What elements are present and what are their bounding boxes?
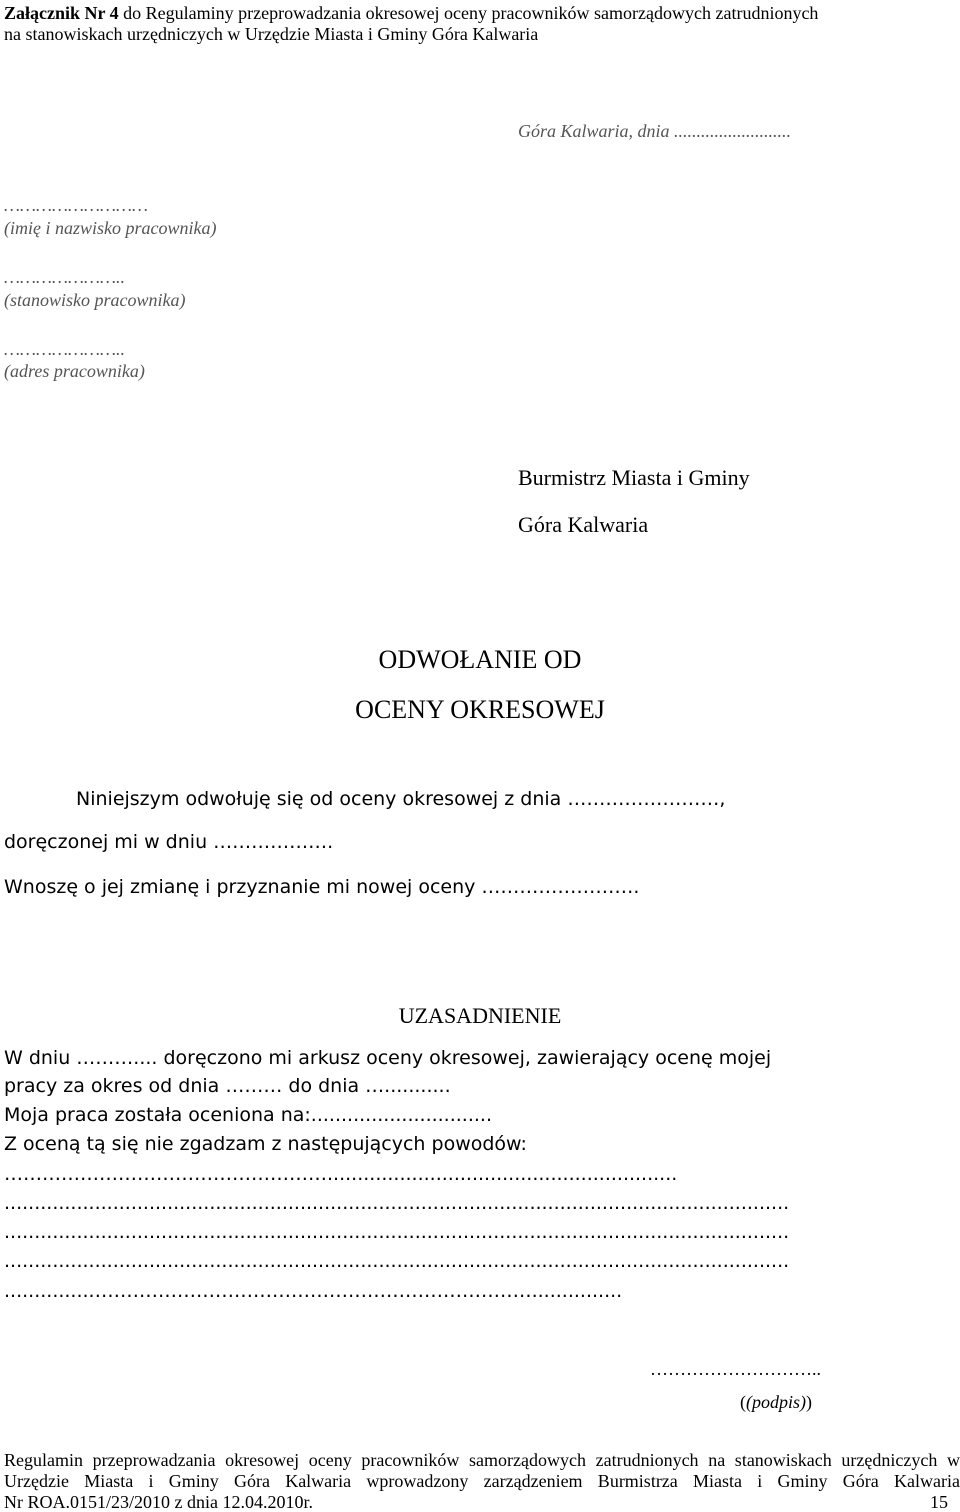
request-paragraph: Wnoszę o jej zmianę i przyznanie mi nowej oceny …………………….: [4, 876, 640, 898]
footer-line3: Nr ROA.0151/23/2010 z dnia 12.04.2010r.: [4, 1492, 313, 1512]
justification-line1: W dniu ……….... doręczono mi arkusz oceny okresowej, zawierający ocenę mojej: [4, 1047, 772, 1069]
addressee-line2: Góra Kalwaria: [518, 512, 649, 537]
employee-name-label: (imię i nazwisko pracownika): [4, 218, 217, 238]
employee-name-dots: ………………………: [4, 195, 149, 215]
header-title-rest: do Regulaminy przeprowadzania okresowej oceny pracowników samorządowych zatrudnionych: [118, 3, 819, 23]
signature-label: ((podpis)): [740, 1392, 812, 1412]
appeal-paragraph-line2: doręczonej mi w dniu ……………….: [4, 831, 334, 853]
page-number: 15: [930, 1492, 948, 1512]
justification-line3: Moja praca została oceniona na:..............................: [4, 1104, 492, 1126]
signature-label-text: (podpis): [746, 1392, 806, 1412]
justification-line2: pracy za okres od dnia ……… do dnia …...........: [4, 1075, 451, 1097]
reasons-blank-line: ..................................................................................................................................: [4, 1194, 790, 1213]
reasons-blank-line: ……………………………………………..........................................................: [4, 1165, 678, 1184]
addressee-line1: Burmistrz Miasta i Gminy: [518, 465, 750, 490]
reasons-blank-line: ..................................................................................................................................: [4, 1223, 790, 1242]
employee-address-label: (adres pracownika): [4, 361, 145, 381]
document-header-line2: na stanowiskach urzędniczych w Urzędzie Miasta i Gminy Góra Kalwaria: [4, 24, 539, 44]
document-title-line2: OCENY OKRESOWEJ: [355, 695, 605, 724]
document-header-line1: [4, 4, 818, 22]
place-date: Góra Kalwaria, dnia ..........................: [518, 121, 792, 141]
footer-line1: Regulamin przeprowadzania okresowej oceny pracowników samorządowych zatrudnionych na stanowiskach urzędniczych w: [4, 1450, 960, 1470]
reasons-blank-line: ..................................................................................................................................: [4, 1252, 790, 1271]
justification-line4: Z oceną tą się nie zgadzam z następujących powodów:: [4, 1133, 527, 1155]
attachment-label: Załącznik Nr 4: [4, 3, 119, 23]
appeal-paragraph-line1: Niniejszym odwołuję się od oceny okresowej z dnia ……………………,: [76, 788, 726, 810]
employee-position-dots: …………………..: [4, 267, 126, 287]
signature-dots: ………………………..: [650, 1359, 821, 1379]
footer-line2: Urzędzie Miasta i Gminy Góra Kalwaria wprowadzony zarządzeniem Burmistrza Miasta i Gminy Góra Kalwaria: [4, 1471, 960, 1491]
employee-position-label: (stanowisko pracownika): [4, 290, 186, 310]
reasons-blank-line: ...............……………………………………………………………...............: [4, 1282, 623, 1301]
justification-heading: UZASADNIENIE: [398, 1003, 562, 1028]
employee-address-dots: …………………..: [4, 339, 126, 359]
document-title-line1: ODWOŁANIE OD: [378, 645, 582, 674]
